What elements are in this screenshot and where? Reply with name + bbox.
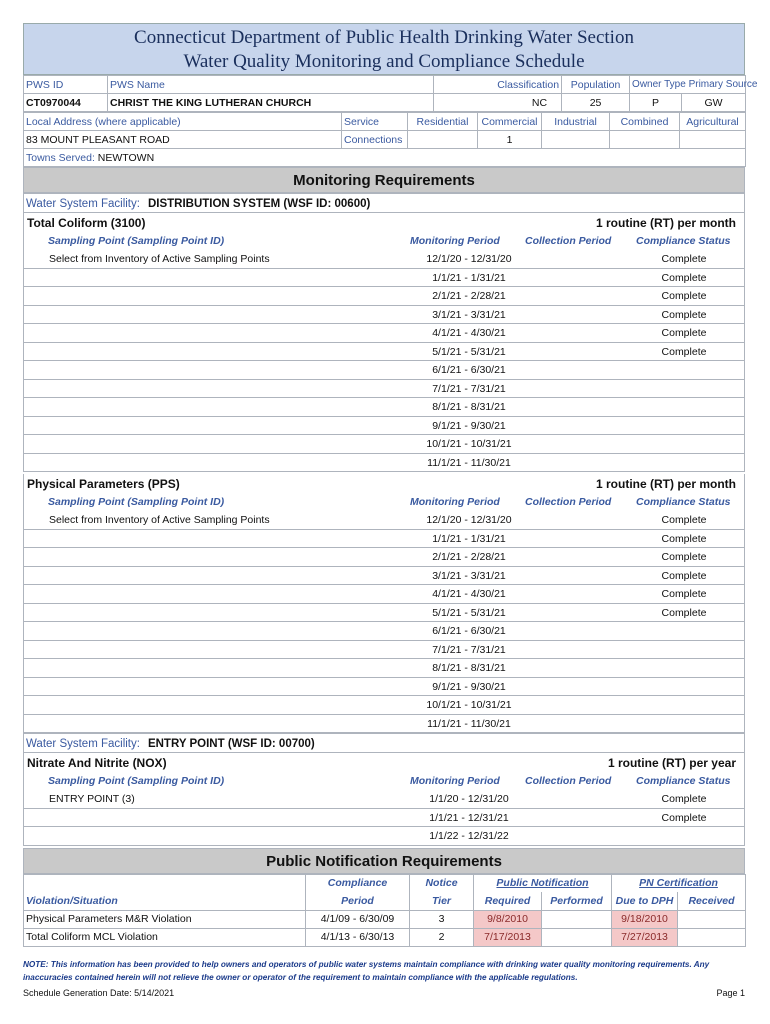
monitoring-period: 6/1/21 - 6/30/21 — [432, 625, 506, 637]
contaminant-nitrate-nitrite: Nitrate And Nitrite (NOX) 1 routine (RT) per year — [23, 753, 745, 773]
industrial-label: Industrial — [542, 113, 610, 131]
monitoring-period: 9/1/21 - 9/30/21 — [432, 680, 506, 693]
monitoring-period: 11/1/21 - 11/30/21 — [427, 717, 511, 730]
monitoring-period: 5/1/21 - 5/31/21 — [432, 606, 506, 619]
list-item — [23, 585, 745, 604]
required-cell: 7/17/2013 — [474, 928, 542, 946]
compliance-status: Complete — [661, 271, 707, 284]
address-table — [23, 112, 746, 167]
list-item — [23, 454, 745, 473]
violation-header: Violation/Situation — [24, 892, 306, 910]
combined-label: Combined — [610, 113, 680, 131]
monitoring-period: 3/1/21 - 3/31/21 — [432, 308, 506, 321]
performed-header: Performed — [542, 892, 612, 910]
compliance-status: Complete — [661, 345, 707, 358]
connections-label: Connections — [342, 131, 408, 149]
monitoring-period: 8/1/21 - 8/31/21 — [432, 662, 506, 674]
classification-label: Classification — [434, 76, 562, 94]
list-item — [23, 306, 745, 325]
list-item — [23, 548, 745, 567]
list-item — [23, 696, 745, 715]
pn-table — [23, 874, 746, 947]
list-item — [23, 324, 745, 343]
list-item — [23, 398, 745, 417]
physical-parameters-rows — [23, 511, 745, 733]
list-item — [23, 250, 745, 269]
received-cell — [678, 928, 746, 946]
monitoring-period: 7/1/21 - 7/31/21 — [432, 643, 506, 656]
list-item — [23, 511, 745, 530]
violation-cell: Physical Parameters M&R Violation — [24, 910, 306, 928]
monitoring-period: 10/1/21 - 10/31/21 — [426, 438, 512, 450]
tier-header: Tier — [410, 892, 474, 910]
disclaimer-note: NOTE: This information has been provided to help owners and operators of public water systems maintain compliance with drinking water quality monitoring requirements. Any inaccuracies contained herein will not relieve the owner or operator of the requirement to maintain compliance with the applicable regulations. — [23, 960, 710, 982]
pws-name-label: PWS Name — [108, 76, 434, 94]
sampling-point: Select from Inventory of Active Sampling Points — [49, 514, 270, 526]
compliance-status: Complete — [661, 793, 707, 805]
pws-id-label: PWS ID — [24, 76, 108, 94]
compliance-status: Complete — [661, 811, 707, 824]
monitoring-period: 1/1/22 - 12/31/22 — [429, 830, 509, 842]
monitoring-period: 5/1/21 - 5/31/21 — [432, 345, 506, 358]
list-item — [23, 269, 745, 288]
population-label: Population — [562, 76, 630, 94]
period-header: Period — [306, 892, 410, 910]
compliance-status: Complete — [661, 327, 707, 339]
list-item — [23, 417, 745, 436]
due-cell: 9/18/2010 — [612, 910, 678, 928]
pws-name-value: CHRIST THE KING LUTHERAN CHURCH — [108, 94, 434, 112]
classification-value: NC — [434, 94, 562, 112]
column-headers: Sampling Point (Sampling Point ID) Monitoring Period Collection Period Compliance Status — [23, 773, 745, 790]
table-row — [24, 928, 746, 946]
list-item — [23, 530, 745, 549]
monitoring-period: 2/1/21 - 2/28/21 — [432, 551, 506, 563]
industrial-value — [542, 131, 610, 149]
monitoring-period: 1/1/21 - 1/31/21 — [432, 271, 506, 284]
pn-certification-header: PN Certification — [612, 874, 746, 892]
monitoring-period: 9/1/21 - 9/30/21 — [432, 419, 506, 432]
owner-type-value: P — [630, 94, 682, 112]
residential-value — [408, 131, 478, 149]
period-cell: 4/1/13 - 6/30/13 — [306, 928, 410, 946]
generation-date: Schedule Generation Date: 5/14/2021 — [23, 988, 175, 998]
compliance-status: Complete — [661, 308, 707, 321]
monitoring-period: 1/1/20 - 12/31/20 — [429, 793, 509, 805]
compliance-status: Complete — [661, 532, 707, 545]
compliance-status: Complete — [661, 606, 707, 619]
received-header: Received — [678, 892, 746, 910]
monitoring-period: 10/1/21 - 10/31/21 — [426, 699, 512, 711]
header-line1: Connecticut Department of Public Health Drinking Water Section — [134, 27, 634, 48]
list-item — [23, 435, 745, 454]
sampling-point: ENTRY POINT (3) — [49, 793, 135, 805]
required-cell: 9/8/2010 — [474, 910, 542, 928]
required-header: Required — [474, 892, 542, 910]
schedule-page — [23, 23, 758, 947]
table-row — [24, 910, 746, 928]
monitoring-section-title: Monitoring Requirements — [23, 167, 745, 193]
compliance-status: Complete — [661, 253, 707, 265]
violation-cell: Total Coliform MCL Violation — [24, 928, 306, 946]
primary-source-value: GW — [682, 94, 746, 112]
nitrate-nitrite-rows — [23, 790, 745, 846]
list-item — [23, 622, 745, 641]
column-headers: Sampling Point (Sampling Point ID) Monitoring Period Collection Period Compliance Status — [23, 233, 745, 250]
tier-cell: 2 — [410, 928, 474, 946]
monitoring-period: 12/1/20 - 12/31/20 — [426, 253, 512, 265]
monitoring-period: 2/1/21 - 2/28/21 — [432, 290, 506, 302]
total-coliform-rows — [23, 250, 745, 472]
notice-header: Notice — [410, 874, 474, 892]
monitoring-period: 12/1/20 - 12/31/20 — [426, 514, 512, 526]
tier-cell: 3 — [410, 910, 474, 928]
system-info-table — [23, 75, 758, 112]
population-value: 25 — [562, 94, 630, 112]
compliance-status: Complete — [661, 551, 707, 563]
monitoring-period: 11/1/21 - 11/30/21 — [427, 456, 511, 469]
monitoring-period: 8/1/21 - 8/31/21 — [432, 401, 506, 413]
list-item — [23, 790, 745, 809]
page-footer — [23, 988, 745, 998]
facility-entry-point: Water System Facility: ENTRY POINT (WSF ID: 00700) — [23, 733, 745, 753]
address-value: 83 MOUNT PLEASANT ROAD — [24, 131, 342, 149]
list-item — [23, 287, 745, 306]
performed-cell — [542, 910, 612, 928]
monitoring-period: 7/1/21 - 7/31/21 — [432, 382, 506, 395]
due-header: Due to DPH — [612, 892, 678, 910]
sampling-point: Select from Inventory of Active Sampling Points — [49, 253, 270, 265]
monitoring-period: 3/1/21 - 3/31/21 — [432, 569, 506, 582]
monitoring-period: 1/1/21 - 1/31/21 — [432, 532, 506, 545]
agricultural-label: Agricultural — [680, 113, 746, 131]
page-number: Page 1 — [716, 988, 745, 998]
monitoring-period: 6/1/21 - 6/30/21 — [432, 364, 506, 376]
pn-section-title: Public Notification Requirements — [23, 848, 745, 874]
address-label: Local Address (where applicable) — [24, 113, 342, 131]
list-item — [23, 659, 745, 678]
commercial-value: 1 — [478, 131, 542, 149]
period-cell: 4/1/09 - 6/30/09 — [306, 910, 410, 928]
list-item — [23, 380, 745, 399]
compliance-header: Compliance — [306, 874, 410, 892]
monitoring-period: 4/1/21 - 4/30/21 — [432, 588, 506, 600]
performed-cell — [542, 928, 612, 946]
residential-label: Residential — [408, 113, 478, 131]
towns-served: Towns Served: NEWTOWN — [24, 149, 746, 167]
monitoring-period: 1/1/21 - 12/31/21 — [429, 811, 509, 824]
list-item — [23, 809, 745, 828]
public-notification-header: Public Notification — [474, 874, 612, 892]
document-header — [23, 23, 745, 75]
commercial-label: Commercial — [478, 113, 542, 131]
header-line2: Water Quality Monitoring and Compliance Schedule — [183, 51, 585, 72]
list-item — [23, 678, 745, 697]
combined-value — [610, 131, 680, 149]
agricultural-value — [680, 131, 746, 149]
compliance-status: Complete — [661, 290, 707, 302]
service-label: Service — [342, 113, 408, 131]
monitoring-period: 4/1/21 - 4/30/21 — [432, 327, 506, 339]
list-item — [23, 567, 745, 586]
list-item — [23, 641, 745, 660]
facility-distribution: Water System Facility: DISTRIBUTION SYSTEM (WSF ID: 00600) — [23, 193, 745, 213]
list-item — [23, 715, 745, 734]
compliance-status: Complete — [661, 588, 707, 600]
compliance-status: Complete — [661, 514, 707, 526]
pws-id-value: CT0970044 — [24, 94, 108, 112]
list-item — [23, 827, 745, 846]
list-item — [23, 361, 745, 380]
list-item — [23, 604, 745, 623]
column-headers: Sampling Point (Sampling Point ID) Monitoring Period Collection Period Compliance Status — [23, 494, 745, 511]
compliance-status: Complete — [661, 569, 707, 582]
owner-source-label: Owner Type Primary Source — [630, 76, 746, 94]
due-cell: 7/27/2013 — [612, 928, 678, 946]
contaminant-physical-parameters: Physical Parameters (PPS) 1 routine (RT) per month — [23, 474, 745, 494]
list-item — [23, 343, 745, 362]
contaminant-total-coliform: Total Coliform (3100) 1 routine (RT) per month — [23, 213, 745, 233]
received-cell — [678, 910, 746, 928]
